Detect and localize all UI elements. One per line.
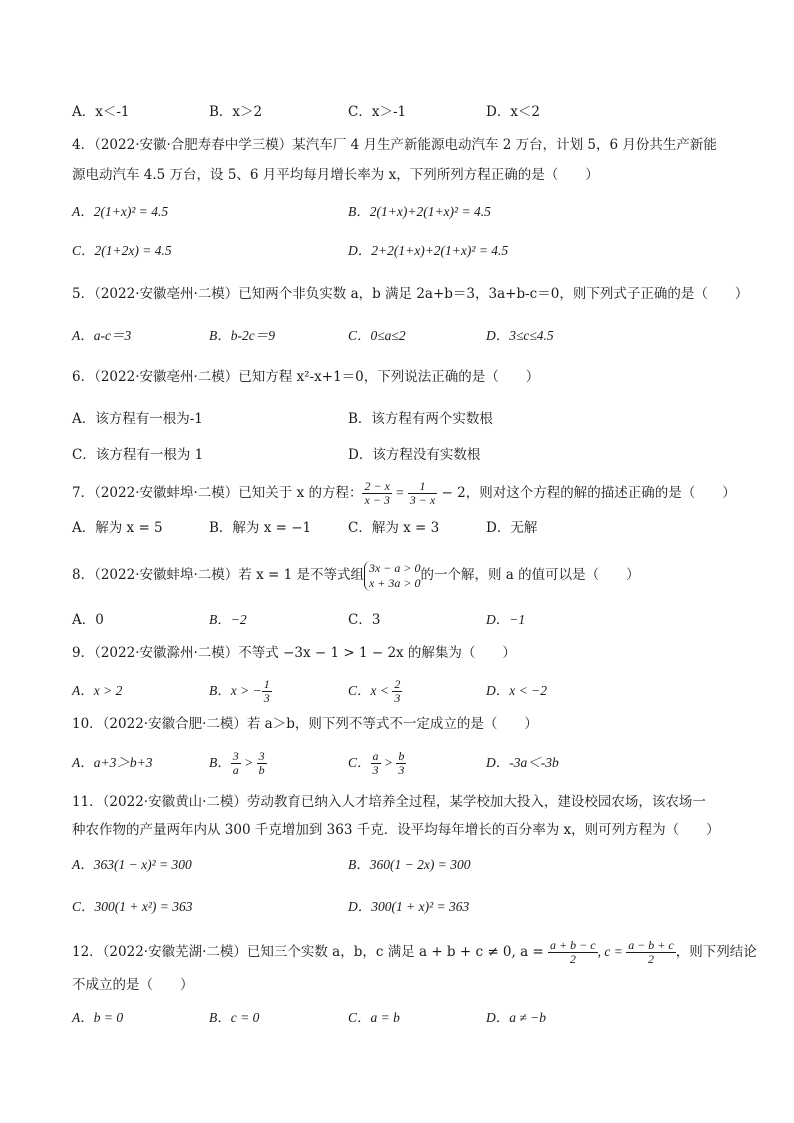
q9-option-b-prefix: B．x > − (209, 683, 262, 698)
q3-option-a[interactable]: A．x＜-1 (72, 104, 130, 120)
q7-option-c[interactable]: C．解为 x = 3 (348, 520, 440, 536)
q4-options-row1 (72, 201, 754, 223)
q11-option-b[interactable]: B．360(1 − 2x) = 300 (348, 857, 471, 872)
q11-option-a[interactable]: A．363(1 − x)² = 300 (72, 857, 192, 872)
q9-option-c-fraction (392, 678, 402, 705)
q8-system-line1: 3x − a > 0 (368, 560, 421, 575)
q8-option-c[interactable]: C．3 (348, 612, 381, 628)
q9-options (72, 677, 754, 705)
q12-option-c[interactable]: C．a = b (348, 1010, 400, 1025)
q12-option-b[interactable]: B．c = 0 (209, 1010, 260, 1025)
q9-stem: 9．（2022·安徽滁州·二模）不等式 −3x − 1 > 1 − 2x 的解集为（ ） (72, 645, 516, 661)
q12-frac2-numerator: a − b + c (628, 938, 674, 952)
q10-option-c-fraction-2 (396, 750, 406, 777)
q9-option-b[interactable] (209, 677, 272, 705)
q8-options (72, 609, 754, 631)
q6-options-row1 (72, 408, 754, 430)
q12-stem-line2: 不成立的是（ ） (72, 977, 194, 993)
q5-option-c[interactable]: C．0≤a≤2 (348, 328, 406, 343)
q8-option-b[interactable]: B．−2 (209, 612, 247, 627)
q12-frac2-denominator: 2 (647, 952, 654, 966)
q10-option-b-num2: 3 (258, 749, 265, 764)
q9-option-c-numerator: 2 (394, 677, 401, 692)
q10-option-c-den1: 3 (372, 763, 379, 778)
q7-stem-pre: 7．（2022·安徽蚌埠·二模）已知关于 x 的方程： (72, 485, 363, 501)
q7-equals: = (391, 485, 408, 500)
q6-stem: 6．（2022·安徽亳州·二模）已知方程 x²-x+1＝0，下列说法正确的是（ ） (72, 369, 540, 385)
q6-options-row2 (72, 444, 754, 466)
q12-stem-pre: 12．（2022·安徽芜湖·二模）已知三个实数 a，b，c 满足 a + b + c ≠ 0, a = (72, 944, 549, 960)
q7-fraction-2 (408, 480, 437, 507)
q10-option-b-prefix: B． (209, 755, 231, 770)
q10-options (72, 749, 754, 777)
q10-option-b-fraction-2 (257, 750, 267, 777)
q10-option-c-den2: 3 (398, 763, 405, 778)
q10-option-c-prefix: C． (348, 755, 371, 770)
q12-stem-post: ，则下列结论 (675, 944, 757, 960)
q9-option-b-fraction (262, 678, 272, 705)
q10-option-c-fraction-1 (371, 750, 381, 777)
q3-option-d[interactable]: D．x＜2 (486, 104, 541, 120)
q3-option-b[interactable]: B．x＞2 (209, 104, 263, 120)
q8-stem (72, 558, 754, 592)
q10-option-b-relation: > (240, 755, 257, 770)
q10-option-d[interactable]: D．-3a＜-3b (486, 755, 559, 770)
q12-options (72, 1007, 754, 1029)
q7-option-b[interactable]: B．解为 x = −1 (209, 520, 312, 536)
q8-stem-pre: 8．（2022·安徽蚌埠·二模）若 x = 1 是不等式组 (72, 567, 364, 583)
q9-option-c-prefix: C．x < (348, 683, 393, 698)
q10-option-b-den1: a (232, 763, 239, 778)
q10-stem: 10．（2022·安徽合肥·二模）若 a＞b，则下列不等式不一定成立的是（ ） (72, 716, 538, 732)
q12-option-d[interactable]: D．a ≠ −b (486, 1010, 547, 1025)
q8-option-a[interactable]: A．0 (72, 612, 104, 628)
q9-option-b-denominator: 3 (263, 691, 270, 706)
q6-option-b[interactable]: B．该方程有两个实数根 (348, 411, 493, 427)
q7-frac2-numerator: 1 (408, 480, 437, 494)
q11-option-d[interactable]: D．300(1 + x)² = 363 (348, 899, 470, 914)
q6-option-c[interactable]: C．该方程有一根为 1 (72, 447, 204, 463)
q10-option-b[interactable] (209, 749, 267, 777)
q7-options (72, 517, 754, 539)
q12-frac1-numerator: a + b − c (550, 938, 596, 952)
q10-option-b-num1: 3 (232, 749, 239, 764)
q4-options-row2 (72, 240, 754, 262)
q4-stem-line2: 源电动汽车 4.5 万台，设 5、6 月平均每月增长率为 x，下列所列方程正确的是（ ） (72, 167, 599, 183)
q4-option-c[interactable]: C．2(1+2x) = 4.5 (72, 243, 172, 258)
q3-options (72, 101, 754, 123)
q8-system-line2: x + 3a > 0 (368, 575, 421, 590)
q10-option-c[interactable] (348, 749, 406, 777)
q10-option-c-num1: a (372, 749, 379, 764)
q11-option-c[interactable]: C．300(1 + x²) = 363 (72, 899, 193, 914)
q12-frac1-denominator: 2 (569, 952, 576, 966)
q11-stem-line1: 11．（2022·安徽黄山·二模）劳动教育已纳入人才培养全过程，某学校加大投入，建设校园农场，该农场一 (72, 794, 706, 810)
q9-option-a[interactable]: A．x > 2 (72, 683, 123, 698)
q7-option-a[interactable]: A．解为 x = 5 (72, 520, 163, 536)
q5-options (72, 325, 754, 347)
q10-option-c-relation: > (380, 755, 397, 770)
q5-option-d[interactable]: D．3≤c≤4.5 (486, 328, 554, 343)
q3-option-c[interactable]: C．x＞-1 (348, 104, 407, 120)
q9-option-d[interactable]: D．x < −2 (486, 683, 547, 698)
q8-option-d[interactable]: D．−1 (486, 612, 526, 627)
q12-fraction-2 (626, 939, 676, 966)
q4-option-d[interactable]: D．2+2(1+x)+2(1+x)² = 4.5 (348, 243, 509, 258)
q10-option-b-den2: b (258, 763, 265, 778)
q5-option-a[interactable]: A．a-c＝3 (72, 328, 132, 343)
q10-option-b-fraction-1 (231, 750, 241, 777)
q9-option-b-numerator: 1 (263, 677, 270, 692)
q12-mid: , c = (597, 944, 627, 959)
q5-stem: 5．（2022·安徽亳州·二模）已知两个非负实数 a，b 满足 2a+b＝3，3a+b-c＝0，则下列式子正确的是（ ） (72, 286, 749, 302)
q11-options-row1 (72, 854, 754, 876)
q10-option-a[interactable]: A．a+3＞b+3 (72, 755, 153, 770)
q8-inequality-system (364, 561, 421, 591)
q7-frac1-numerator: 2 − x (364, 479, 390, 493)
q4-stem-line1: 4．（2022·安徽·合肥寿春中学三模）某汽车厂 4 月生产新能源电动汽车 2 万台，计划 5，6 月份共生产新能 (72, 137, 717, 153)
q7-frac2-denominator: 3 − x (409, 493, 436, 507)
q11-stem-line2: 种农作物的产量两年内从 300 千克增加到 363 千克．设平均每年增长的百分率为 x，则可列方程为（ ） (72, 822, 720, 838)
q5-option-b[interactable]: B．b-2c＝9 (209, 328, 275, 343)
q6-option-a[interactable]: A．该方程有一根为-1 (72, 411, 203, 427)
q8-stem-post: 的一个解，则 a 的值可以是（ ） (420, 567, 640, 583)
q11-options-row2 (72, 896, 754, 918)
q12-stem-line1 (72, 936, 757, 968)
q7-fraction-1 (362, 480, 391, 507)
q9-option-c-denominator: 3 (394, 691, 401, 706)
q10-option-c-num2: b (398, 749, 405, 764)
q12-fraction-1 (548, 939, 598, 966)
q9-option-c[interactable] (348, 677, 402, 705)
q7-stem (72, 478, 754, 508)
q7-option-d[interactable]: D．无解 (486, 520, 538, 536)
q4-option-a[interactable]: A．2(1+x)² = 4.5 (72, 204, 169, 219)
q6-option-d[interactable]: D．该方程没有实数根 (348, 447, 481, 463)
q4-option-b[interactable]: B．2(1+x)+2(1+x)² = 4.5 (348, 204, 491, 219)
q12-option-a[interactable]: A．b = 0 (72, 1010, 124, 1025)
q7-stem-post: − 2，则对这个方程的解的描述正确的是（ ） (437, 485, 736, 501)
q7-frac1-denominator: x − 3 (364, 493, 390, 507)
